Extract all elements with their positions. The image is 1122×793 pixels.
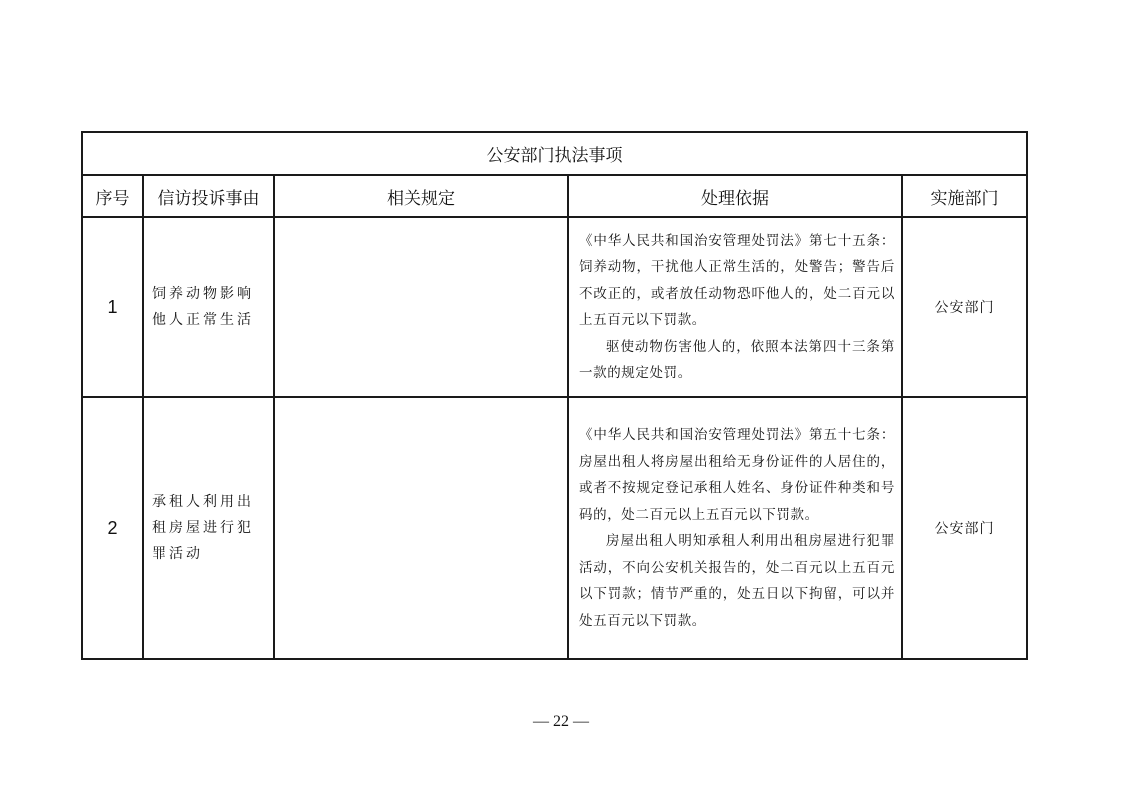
header-seq: 序号	[82, 175, 143, 217]
table-title: 公安部门执法事项	[82, 132, 1027, 175]
basis-paragraph: 房屋出租人明知承租人利用出租房屋进行犯罪活动，不向公安机关报告的，处二百元以上五百元以下罚款；情节严重的，处五日以下拘留，可以并处五百元以下罚款。	[579, 533, 895, 629]
row-dept: 公安部门	[902, 397, 1027, 659]
row-reason: 承租人利用出租房屋进行犯罪活动	[143, 397, 274, 659]
basis-paragraph: 《中华人民共和国治安管理处罚法》第七十五条：饲养动物，干扰他人正常生活的，处警告；警告后不改正的，或者放任动物恐吓他人的，处二百元以上五百元以下罚款。	[579, 232, 895, 328]
header-regulation: 相关规定	[274, 175, 568, 217]
row-reason: 饲养动物影响他人正常生活	[143, 217, 274, 397]
row-seq: 1	[82, 217, 143, 397]
row-seq: 2	[82, 397, 143, 659]
basis-paragraph: 驱使动物伤害他人的，依照本法第四十三条第一款的规定处罚。	[579, 338, 895, 381]
row-regulation	[274, 397, 568, 659]
table-row	[82, 217, 1027, 397]
header-dept: 实施部门	[902, 175, 1027, 217]
header-reason: 信访投诉事由	[143, 175, 274, 217]
row-basis	[568, 397, 902, 659]
row-dept: 公安部门	[902, 217, 1027, 397]
row-regulation	[274, 217, 568, 397]
enforcement-table	[81, 131, 1028, 660]
page-number: — 22 —	[533, 713, 589, 730]
table-row	[82, 397, 1027, 659]
header-basis: 处理依据	[568, 175, 902, 217]
row-basis	[568, 217, 902, 397]
basis-paragraph: 《中华人民共和国治安管理处罚法》第五十七条：房屋出租人将房屋出租给无身份证件的人居住的，或者不按规定登记承租人姓名、身份证件种类和号码的，处二百元以上五百元以下罚款。	[579, 427, 895, 523]
